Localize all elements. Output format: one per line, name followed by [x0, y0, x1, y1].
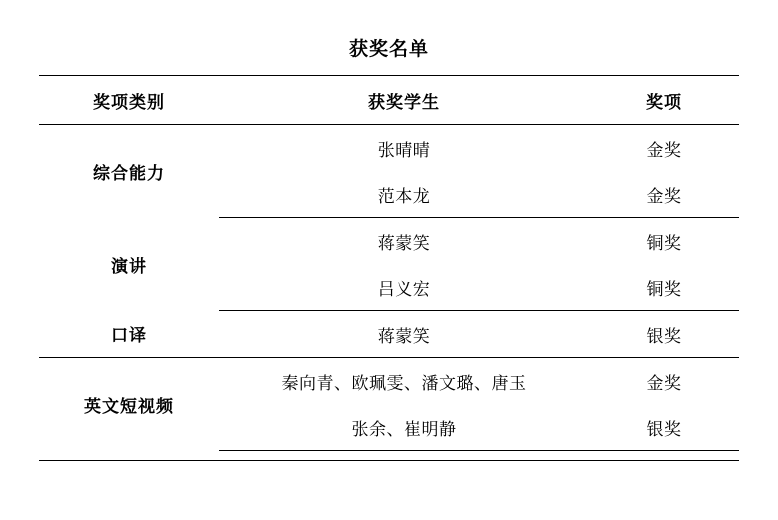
table-row — [39, 218, 739, 265]
table-bottom-rule — [39, 460, 739, 461]
cell-students: 吕义宏 — [219, 264, 589, 311]
column-header-students: 获奖学生 — [219, 76, 589, 125]
award-list-table — [39, 75, 739, 451]
cell-prize: 金奖 — [589, 125, 739, 172]
cell-prize: 金奖 — [589, 358, 739, 405]
cell-students: 秦向青、欧珮雯、潘文璐、唐玉 — [219, 358, 589, 405]
cell-prize: 铜奖 — [589, 218, 739, 265]
cell-students: 蒋蒙笑 — [219, 218, 589, 265]
table-row — [39, 358, 739, 405]
table-header-row — [39, 76, 739, 125]
page-title: 获奖名单 — [348, 39, 429, 60]
column-header-category: 奖项类别 — [39, 76, 219, 125]
table-row — [39, 311, 739, 358]
cell-category: 演讲 — [39, 218, 219, 311]
cell-students: 范本龙 — [219, 171, 589, 218]
cell-students: 张晴晴 — [219, 125, 589, 172]
cell-category: 英文短视频 — [39, 358, 219, 451]
cell-category: 综合能力 — [39, 125, 219, 218]
cell-students: 蒋蒙笑 — [219, 311, 589, 358]
table-body — [39, 125, 739, 451]
cell-prize: 银奖 — [589, 311, 739, 358]
table-header — [39, 76, 739, 125]
cell-prize: 银奖 — [589, 404, 739, 451]
column-header-prize: 奖项 — [589, 76, 739, 125]
cell-students: 张余、崔明静 — [219, 404, 589, 451]
cell-prize: 金奖 — [589, 171, 739, 218]
table-row — [39, 125, 739, 172]
cell-category: 口译 — [39, 311, 219, 358]
cell-prize: 铜奖 — [589, 264, 739, 311]
